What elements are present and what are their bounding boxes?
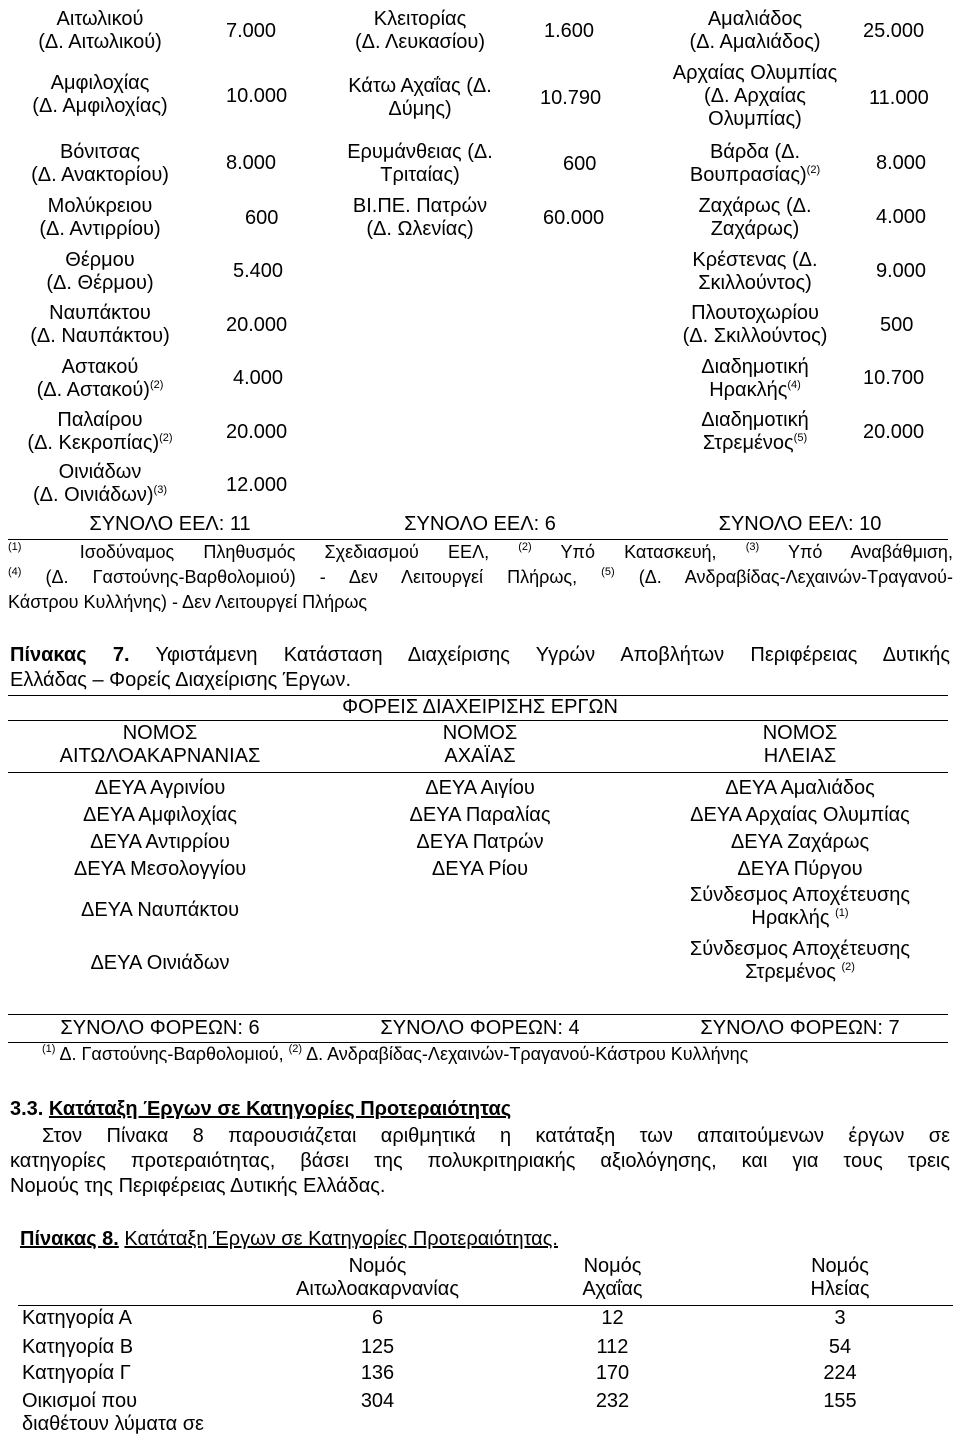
table-cell: Σύνδεσμος Αποχέτευσης Ηρακλής $^{(1)}$ xyxy=(689,884,911,929)
column-header: ΝΟΜΟΣ ΑΙΤΩΛΟΑΚΑΡΝΑΝΙΑΣ xyxy=(59,722,261,767)
wwtp-value: 12.000 xyxy=(226,474,288,496)
total-wwtp: ΣΥΝΟΛΟ ΕΕΛ: 10 xyxy=(718,513,882,535)
table-cell: ΔΕΥΑ Πύργου xyxy=(737,858,863,880)
total-bodies: ΣΥΝΟΛΟ ΦΟΡΕΩΝ: 4 xyxy=(380,1017,580,1039)
wwtp-name: Ναυπάκτου (Δ. Ναυπάκτου) xyxy=(30,302,170,347)
wwtp-value: 1.600 xyxy=(544,20,595,42)
table-cell: 136 xyxy=(360,1362,395,1384)
table-cell: ΔΕΥΑ Αρχαίας Ολυμπίας xyxy=(690,804,910,826)
column-header: ΝΟΜΟΣ ΑΧΑΪΑΣ xyxy=(442,722,518,767)
wwtp-name: Οινιάδων (Δ. Οινιάδων)$^{(3)}$ xyxy=(33,461,167,506)
section-heading: 3.3. Κατάταξη Έργων σε Κατηγορίες Προτεραιότητας xyxy=(10,1098,512,1120)
wwtp-name: Κρέστενας (Δ. Σκιλλούντος) xyxy=(692,249,818,294)
table-cell: 125 xyxy=(360,1336,395,1358)
wwtp-value: 500 xyxy=(880,314,914,336)
wwtp-name: Αμαλιάδος (Δ. Αμαλιάδος) xyxy=(689,8,821,53)
total-wwtp: ΣΥΝΟΛΟ ΕΕΛ: 6 xyxy=(404,513,556,535)
table-8-caption: Πίνακας 8. Κατάταξη Έργων σε Κατηγορίες Προτεραιότητας. xyxy=(20,1228,558,1250)
wwtp-name: Ζαχάρως (Δ. Ζαχάρως) xyxy=(698,195,812,240)
wwtp-value: 10.790 xyxy=(540,87,602,109)
table-cell: ΔΕΥΑ Αιγίου xyxy=(425,777,535,799)
column-header: Νομός Αχαΐας xyxy=(582,1255,643,1300)
table-cell: ΔΕΥΑ Παραλίας xyxy=(409,804,551,826)
wwtp-name: Αιτωλικού (Δ. Αιτωλικού) xyxy=(38,8,162,53)
table-cell: 155 xyxy=(823,1390,857,1412)
wwtp-name: Διαδημοτική Ηρακλής$^{(4)}$ xyxy=(701,356,809,401)
table-divider xyxy=(8,772,948,773)
table-7-caption: Πίνακας 7. Υφιστάμενη Κατάσταση Διαχείρισης Υγρών Αποβλήτων Περιφέρειας Δυτικής Ελλάδας – Φορείς Διαχείρισης Έργων. xyxy=(10,644,950,691)
table-7-header: ΦΟΡΕΙΣ ΔΙΑΧΕΙΡΙΣΗΣ ΕΡΓΩΝ xyxy=(342,696,618,718)
wwtp-value: 60.000 xyxy=(543,207,605,229)
table-cell: 224 xyxy=(823,1362,857,1384)
table-divider xyxy=(18,1305,953,1306)
wwtp-value: 4.000 xyxy=(233,367,284,389)
table-divider xyxy=(8,720,948,721)
table-cell: 232 xyxy=(595,1390,630,1412)
table-divider xyxy=(8,1014,948,1015)
wwtp-name: Ερυμάνθειας (Δ. Τριταίας) xyxy=(347,141,493,186)
wwtp-value: 5.400 xyxy=(233,260,284,282)
wwtp-value: 11.000 xyxy=(869,87,929,109)
table-cell: 6 xyxy=(371,1307,384,1329)
wwtp-value: 10.700 xyxy=(863,367,925,389)
wwtp-name: Κάτω Αχαΐας (Δ. Δύμης) xyxy=(348,75,492,120)
wwtp-name: Θέρμου (Δ. Θέρμου) xyxy=(46,249,154,294)
footnote: $^{(1)}$ Ισοδύναμος Πληθυσμός Σχεδιασμού ΕΕΛ, $^{(2)}$ Υπό Κατασκευή, $^{(3)}$ Υπό Αναβάθμιση, $^{(4)}$ (Δ. Γαστούνης-Βαρθολομιού) - Δεν Λειτουργεί Πλήρως, $^{(5)}$ (Δ. Ανδραβίδας-Λεχαινών-Τραγανού- Κάστρου Κυλλήνης) - Δεν Λειτουργεί Πλήρως xyxy=(8,541,953,612)
table-cell: 3 xyxy=(834,1307,846,1329)
table-cell: ΔΕΥΑ Ναυπάκτου xyxy=(80,899,240,921)
wwtp-value: 20.000 xyxy=(863,421,925,443)
table-cell: ΔΕΥΑ Μεσολογγίου xyxy=(73,858,247,880)
table-cell: ΔΕΥΑ Ζαχάρως xyxy=(730,831,870,853)
wwtp-value: 7.000 xyxy=(226,20,277,42)
table-cell: 112 xyxy=(596,1336,629,1358)
row-label: Κατηγορία Γ xyxy=(22,1362,131,1384)
wwtp-name: Αστακού (Δ. Αστακού)$^{(2)}$ xyxy=(36,356,164,401)
wwtp-value: 600 xyxy=(245,207,279,229)
table-cell: ΔΕΥΑ Αμφιλοχίας xyxy=(83,804,237,826)
wwtp-name: Βάρδα (Δ. Βουπρασίας)$^{(2)}$ xyxy=(689,141,821,186)
table-cell: 12 xyxy=(601,1307,624,1329)
table-cell: ΔΕΥΑ Αγρινίου xyxy=(94,777,226,799)
table-cell: 54 xyxy=(828,1336,852,1358)
table-cell: Σύνδεσμος Αποχέτευσης Στρεμένος $^{(2)}$ xyxy=(689,938,911,983)
table-cell: ΔΕΥΑ Αμαλιάδος xyxy=(725,777,875,799)
wwtp-name: Βόνιτσας (Δ. Ανακτορίου) xyxy=(31,141,169,186)
wwtp-name: Διαδημοτική Στρεμένος$^{(5)}$ xyxy=(701,409,809,454)
row-label: Κατηγορία Α xyxy=(22,1307,132,1329)
wwtp-name: Αρχαίας Ολυμπίας (Δ. Αρχαίας Ολυμπίας) xyxy=(672,62,838,130)
column-header: ΝΟΜΟΣ ΗΛΕΙΑΣ xyxy=(762,722,838,767)
table-cell: ΔΕΥΑ Ρίου xyxy=(431,858,529,880)
wwtp-value: 600 xyxy=(563,153,597,175)
table-cell: 170 xyxy=(595,1362,630,1384)
wwtp-value: 25.000 xyxy=(863,20,925,42)
footnote: $^{(1)}$ Δ. Γαστούνης-Βαρθολομιού, $^{(2)}$ Δ. Ανδραβίδας-Λεχαινών-Τραγανού-Κάστρου Κυλλήνης xyxy=(42,1043,749,1064)
wwtp-name: Πλουτοχωρίου (Δ. Σκιλλούντος) xyxy=(682,302,828,347)
wwtp-value: 8.000 xyxy=(876,152,927,174)
wwtp-value: 8.000 xyxy=(226,152,277,174)
wwtp-value: 4.000 xyxy=(876,206,927,228)
column-header: Νομός Ηλείας xyxy=(810,1255,870,1300)
total-wwtp: ΣΥΝΟΛΟ ΕΕΛ: 11 xyxy=(89,513,251,535)
wwtp-value: 9.000 xyxy=(876,260,927,282)
wwtp-name: Αμφιλοχίας (Δ. Αμφιλοχίας) xyxy=(32,72,168,117)
total-bodies: ΣΥΝΟΛΟ ΦΟΡΕΩΝ: 6 xyxy=(60,1017,260,1039)
section-paragraph: Στον Πίνακα 8 παρουσιάζεται αριθμητικά η κατάταξη των απαιτούμενων έργων σε κατηγορίες προτεραιότητας, βάσει της πολυκριτηριακής αξιολόγησης, και για τους τρεις Νομούς της Περιφέρειας Δυτικής Ελλάδας. xyxy=(10,1125,950,1197)
wwtp-value: 20.000 xyxy=(226,421,288,443)
wwtp-name: Κλειτορίας (Δ. Λευκασίου) xyxy=(354,8,486,53)
wwtp-value: 20.000 xyxy=(226,314,288,336)
wwtp-name: Μολύκρειου (Δ. Αντιρρίου) xyxy=(39,195,161,240)
table-cell: ΔΕΥΑ Πατρών xyxy=(416,831,544,853)
wwtp-value: 10.000 xyxy=(226,85,288,107)
row-label: Οικισμοί που διαθέτουν λύματα σε xyxy=(22,1390,204,1435)
table-cell: 304 xyxy=(360,1390,395,1412)
table-cell: ΔΕΥΑ Αντιρρίου xyxy=(90,831,230,853)
table-cell: ΔΕΥΑ Οινιάδων xyxy=(90,952,230,974)
row-label: Κατηγορία Β xyxy=(22,1336,134,1358)
total-bodies: ΣΥΝΟΛΟ ΦΟΡΕΩΝ: 7 xyxy=(700,1017,900,1039)
wwtp-name: ΒΙ.ΠΕ. Πατρών (Δ. Ωλενίας) xyxy=(352,195,488,240)
column-header: Νομός Αιτωλοακαρνανίας xyxy=(296,1255,459,1300)
wwtp-name: Παλαίρου (Δ. Κεκροπίας)$^{(2)}$ xyxy=(27,409,173,454)
